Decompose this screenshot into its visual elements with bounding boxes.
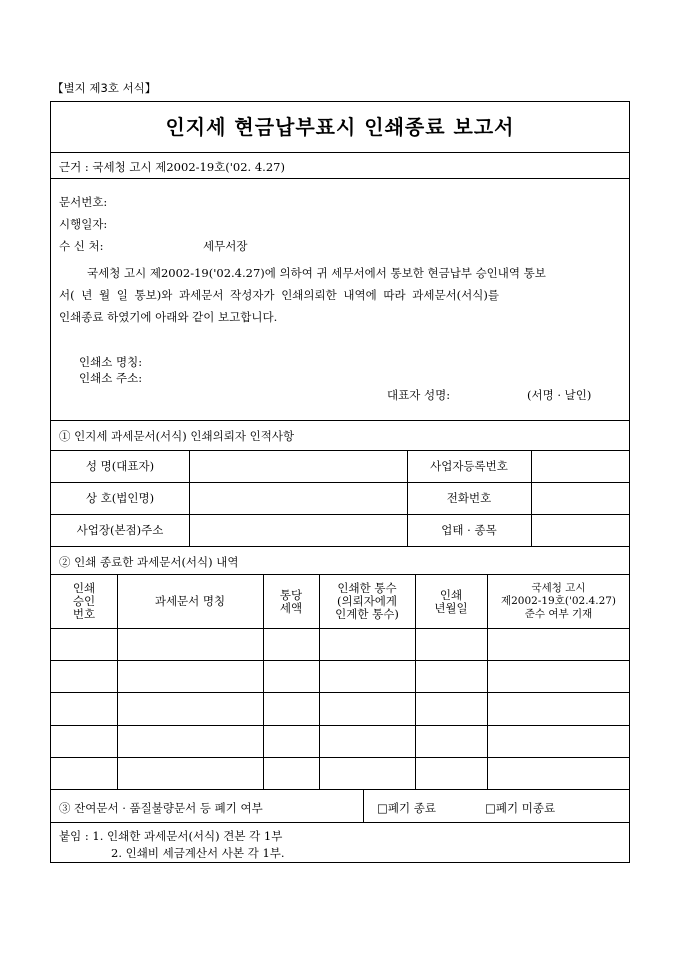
body-line-2: 서( 년 월 일 통보)와 과세문서 작성자가 인쇄의뢰한 내역에 따라 과세문서(서식)를 [59,288,499,302]
col-tax-per-copy: 통당 세액 [279,587,303,615]
report-form [50,101,630,863]
doc-number-label: 문서번호: [59,195,108,209]
col-print-date: 인쇄 년월일 [434,587,468,615]
recipient-value: 세무서장 [203,239,248,253]
recipient-label: 수 신 처: [59,239,104,253]
legal-basis: 근거 : 국세청 고시 제2002-19호('02. 4.27) [59,160,285,174]
section3-label: ③ 잔여문서 · 품질불량문서 등 폐기 여부 [59,801,263,815]
representative-label: 대표자 성명: [387,388,451,402]
body-line-1: 국세청 고시 제2002-19('02.4.27)에 의하여 귀 세무서에서 통보한 현금납부 승인내역 통보 [87,266,546,280]
disposal-not-done-option[interactable]: □폐기 미종료 [485,801,556,815]
phone-label: 전화번호 [446,491,492,505]
col-compliance: 국세청 고시 제2002-19호('02.4.27) 준수 여부 기재 [500,582,617,620]
business-type-label: 업태 · 종목 [441,523,497,537]
col-printed-count: 인쇄한 통수 (의뢰자에게 인계한 통수) [335,581,399,621]
printer-name-label: 인쇄소 명칭: [79,355,143,369]
section2-title: ② 인쇄 종료한 과세문서(서식) 내역 [59,555,239,569]
printer-address-label: 인쇄소 주소: [79,371,143,385]
address-label: 사업장(본점)주소 [76,523,164,537]
attachment-line-2: 2. 인쇄비 세금계산서 사본 각 1부. [111,846,285,860]
form-title: 인지세 현금납부표시 인쇄종료 보고서 [165,115,515,139]
attachment-line-1: 붙임 : 1. 인쇄한 과세문서(서식) 견본 각 1부 [59,829,283,843]
name-rep-label: 성 명(대표자) [85,459,155,473]
business-reg-label: 사업자등록번호 [430,459,508,473]
section1-title: ① 인지세 과세문서(서식) 인쇄의뢰자 인적사항 [59,429,295,443]
disposal-done-option[interactable]: □폐기 종료 [377,801,436,815]
issue-date-label: 시행일자: [59,217,108,231]
col-doc-name: 과세문서 명칭 [154,594,226,608]
form-caption: 【별지 제3호 서식】 [52,81,157,95]
signature-seal: (서명 · 날인) [527,388,592,402]
company-name-label: 상 호(법인명) [85,491,155,505]
col-approval-no: 인쇄 승인 번호 [72,581,96,621]
body-line-3: 인쇄종료 하였기에 아래와 같이 보고합니다. [59,310,278,324]
